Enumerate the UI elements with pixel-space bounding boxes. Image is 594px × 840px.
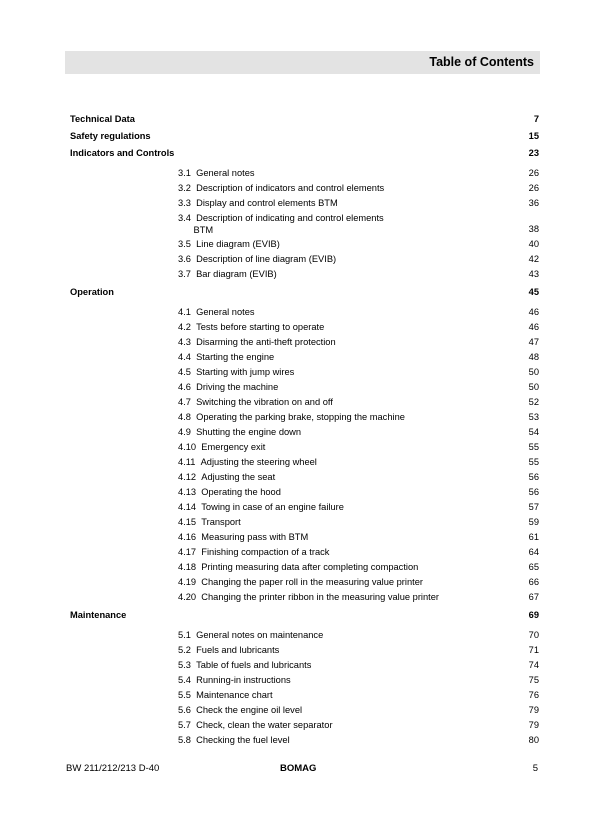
toc-entry-text [178, 198, 338, 210]
toc-entry-page: 55 [528, 457, 539, 467]
toc-entry-title: Description of line diagram (EVIB) [196, 254, 337, 264]
footer-page-number: 5 [532, 763, 538, 774]
toc-entry-title: Disarming the anti-theft protection [196, 337, 336, 347]
toc-entry-number: 4.5 [178, 367, 191, 377]
toc-entry-row[interactable] [70, 733, 539, 748]
toc-entry-text [178, 442, 265, 454]
toc-entry-number: 3.2 [178, 183, 191, 193]
toc-entry-title: Fuels and lubricants [196, 645, 280, 655]
toc-entry-text [178, 720, 333, 732]
toc-entry-title: Adjusting the seat [201, 472, 276, 482]
toc-section-row[interactable] [70, 146, 539, 163]
page-title: Table of Contents [429, 55, 534, 69]
toc-entry-number: 4.16 [178, 532, 197, 542]
toc-entry-title: Line diagram (EVIB) [196, 239, 280, 249]
toc-entry-page: 75 [528, 675, 539, 685]
toc-entry-page: 47 [528, 337, 539, 347]
toc-entry-title: Changing the printer ribbon in the measuring value printer [201, 592, 440, 602]
toc-entry-title: General notes on maintenance [196, 630, 324, 640]
toc-entry-title: Table of fuels and lubricants [196, 660, 312, 670]
toc-entry-page: 36 [528, 198, 539, 208]
toc-section-row[interactable] [70, 112, 539, 129]
toc-entry-number: 4.19 [178, 577, 197, 587]
toc-entry-page: 79 [528, 720, 539, 730]
toc-entry-number: 3.6 [178, 254, 191, 264]
toc-entry-page: 80 [528, 735, 539, 745]
toc-section-row[interactable] [70, 285, 539, 302]
toc-entry-page: 64 [528, 547, 539, 557]
toc-entry-text [178, 382, 278, 394]
toc-entry-row[interactable] [70, 590, 539, 605]
toc-entry-number: 4.17 [178, 547, 197, 557]
toc-entry-page: 42 [528, 254, 539, 264]
toc-section-title: Maintenance [70, 610, 127, 620]
header-bar [65, 51, 540, 74]
toc-entry-row[interactable] [70, 545, 539, 560]
toc-entry-row[interactable] [70, 350, 539, 365]
toc-entry-number: 3.7 [178, 269, 191, 279]
toc-section-page: 23 [528, 148, 539, 158]
toc-entry-number: 4.20 [178, 592, 197, 602]
toc-entry-text [178, 487, 281, 499]
toc-entry-title: Check the engine oil level [196, 705, 303, 715]
toc-entry-page: 67 [528, 592, 539, 602]
toc-entry-page: 46 [528, 307, 539, 317]
toc-entry-number: 4.10 [178, 442, 197, 452]
toc-entry-text [178, 547, 329, 559]
toc-entry-page: 50 [528, 382, 539, 392]
toc-entry-number: 3.4 [178, 213, 191, 223]
toc-entry-page: 70 [528, 630, 539, 640]
toc-entry-text [178, 577, 423, 589]
section-gap [70, 748, 539, 751]
toc-entry-page: 26 [528, 168, 539, 178]
toc-entry-page: 38 [528, 224, 539, 234]
toc-entry-text [178, 457, 317, 469]
toc-entry-title: Shutting the engine down [196, 427, 302, 437]
toc-section-page: 45 [528, 287, 539, 297]
toc-entry-number: 5.7 [178, 720, 191, 730]
toc-entry-row[interactable] [70, 703, 539, 718]
toc-entry-page: 57 [528, 502, 539, 512]
toc-entry-text [178, 562, 418, 574]
toc-entry-text [178, 254, 336, 266]
toc-entry-page: 50 [528, 367, 539, 377]
toc-entry-text [178, 592, 439, 604]
toc-entry-page: 55 [528, 442, 539, 452]
toc-entry-row[interactable] [70, 470, 539, 485]
toc-entry-page: 66 [528, 577, 539, 587]
toc-entry-page: 65 [528, 562, 539, 572]
toc-entry-page: 59 [528, 517, 539, 527]
toc-entry-row[interactable] [70, 181, 539, 196]
toc-entry-text [178, 472, 275, 484]
toc-entry-text [178, 269, 277, 281]
toc-entry-page: 56 [528, 487, 539, 497]
toc-entry-row[interactable] [70, 196, 539, 211]
toc-section-title: Indicators and Controls [70, 148, 175, 158]
toc-entry-text [178, 367, 294, 379]
toc-entry-row[interactable] [70, 335, 539, 350]
toc-entry-page: 48 [528, 352, 539, 362]
toc-entry-number: 3.1 [178, 168, 191, 178]
toc-entry-row[interactable] [70, 560, 539, 575]
toc-entry-text [178, 517, 241, 529]
toc-entry-text [178, 675, 291, 687]
toc-entry-number: 4.2 [178, 322, 191, 332]
toc-entry-page: 52 [528, 397, 539, 407]
toc-entry-title: Transport [201, 517, 241, 527]
toc-entry-title: Changing the paper roll in the measuring value printer [201, 577, 423, 587]
toc-section-page: 7 [533, 114, 539, 124]
toc-entry-number: 3.5 [178, 239, 191, 249]
toc-entry-row[interactable] [70, 643, 539, 658]
toc-entry-text [178, 397, 333, 409]
toc-entry-title: Adjusting the steering wheel [200, 457, 317, 467]
toc-entry-number: 5.2 [178, 645, 191, 655]
toc-entry-page: 71 [528, 645, 539, 655]
toc-entry-row[interactable] [70, 410, 539, 425]
toc-entry-page: 46 [528, 322, 539, 332]
toc-entry-number: 4.6 [178, 382, 191, 392]
footer-brand: BOMAG [280, 763, 317, 774]
toc-entry-number: 3.3 [178, 198, 191, 208]
toc-entry-page: 26 [528, 183, 539, 193]
toc-entry-number: 5.8 [178, 735, 191, 745]
toc-entry-row[interactable] [70, 267, 539, 282]
table-of-contents [70, 112, 539, 751]
toc-entry-row[interactable] [70, 305, 539, 320]
toc-entry-number: 5.4 [178, 675, 191, 685]
toc-entry-row[interactable] [70, 440, 539, 455]
toc-entry-number: 4.9 [178, 427, 191, 437]
toc-entry-number: 4.8 [178, 412, 191, 422]
toc-entry-text [178, 412, 405, 424]
toc-entry-page: 54 [528, 427, 539, 437]
toc-entry-title: Description of indicating and control elements [196, 213, 384, 223]
toc-entry-text [178, 645, 279, 657]
toc-entry-number: 4.11 [178, 457, 196, 467]
toc-entry-text [178, 322, 324, 334]
toc-section-title: Operation [70, 287, 114, 297]
toc-entry-row[interactable] [70, 320, 539, 335]
toc-entry-row[interactable] [70, 425, 539, 440]
toc-section-title: Technical Data [70, 114, 135, 124]
toc-entry-row[interactable] [70, 500, 539, 515]
toc-entry-title: Printing measuring data after completing compaction [201, 562, 419, 572]
toc-entry-title: Switching the vibration on and off [196, 397, 333, 407]
toc-entry-title: Operating the parking brake, stopping the machine [196, 412, 405, 422]
toc-entry-row[interactable] [70, 237, 539, 252]
toc-entry-text [178, 735, 290, 747]
toc-entry-title-continued: BTM [193, 224, 214, 235]
toc-entry-page: 74 [528, 660, 539, 670]
toc-entry-row[interactable] [70, 575, 539, 590]
toc-entry-title: Description of indicators and control elements [196, 183, 385, 193]
toc-entry-title: Operating the hood [201, 487, 281, 497]
toc-entry-title: Maintenance chart [196, 690, 273, 700]
toc-section-title: Safety regulations [70, 131, 151, 141]
toc-entry-text [178, 502, 344, 514]
toc-entry-row[interactable] [70, 515, 539, 530]
toc-entry-number: 4.1 [178, 307, 191, 317]
toc-entry-row[interactable] [70, 365, 539, 380]
toc-entry-page: 61 [528, 532, 539, 542]
toc-entry-number: 4.15 [178, 517, 197, 527]
toc-entry-row[interactable] [70, 530, 539, 545]
toc-entry-page: 53 [528, 412, 539, 422]
toc-entry-text [178, 630, 323, 642]
toc-entry-text [178, 337, 336, 349]
toc-entry-page: 56 [528, 472, 539, 482]
toc-entry-page: 76 [528, 690, 539, 700]
toc-entry-text [178, 168, 255, 180]
toc-entry-title: Starting the engine [196, 352, 275, 362]
toc-entry-row[interactable] [70, 252, 539, 267]
toc-entry-title: Checking the fuel level [196, 735, 290, 745]
toc-entry-number: 4.4 [178, 352, 191, 362]
toc-entry-title: Driving the machine [196, 382, 279, 392]
toc-section-row[interactable] [70, 608, 539, 625]
toc-entry-title: Towing in case of an engine failure [201, 502, 344, 512]
toc-entry-text [178, 690, 273, 702]
toc-entry-title: Bar diagram (EVIB) [196, 269, 277, 279]
toc-entry-row[interactable] [70, 380, 539, 395]
toc-entry-number: 5.5 [178, 690, 191, 700]
toc-entry-row[interactable] [70, 211, 539, 237]
toc-entry-number: 4.18 [178, 562, 197, 572]
toc-entry-row[interactable] [70, 628, 539, 643]
toc-entry-number: 5.1 [178, 630, 191, 640]
toc-section-row[interactable] [70, 129, 539, 146]
toc-entry-row[interactable] [70, 166, 539, 181]
toc-entry-title: Starting with jump wires [196, 367, 295, 377]
toc-entry-page: 40 [528, 239, 539, 249]
toc-entry-title: Check, clean the water separator [196, 720, 333, 730]
toc-entry-title: General notes [196, 168, 255, 178]
toc-entry-text [178, 307, 255, 319]
toc-entry-title: Tests before starting to operate [196, 322, 325, 332]
toc-entry-page: 43 [528, 269, 539, 279]
toc-entry-title: General notes [196, 307, 255, 317]
toc-entry-text [178, 660, 311, 672]
toc-entry-page: 79 [528, 705, 539, 715]
toc-entry-row[interactable] [70, 455, 539, 470]
toc-entry-title: Measuring pass with BTM [201, 532, 309, 542]
toc-entry-number: 4.7 [178, 397, 191, 407]
toc-entry-number: 5.6 [178, 705, 191, 715]
toc-entry-row[interactable] [70, 395, 539, 410]
toc-entry-number: 5.3 [178, 660, 191, 670]
toc-entry-text [178, 352, 274, 364]
toc-entry-row[interactable] [70, 658, 539, 673]
footer-model: BW 211/212/213 D-40 [66, 763, 160, 774]
toc-entry-text [178, 427, 301, 439]
toc-entry-number: 4.14 [178, 502, 197, 512]
toc-entry-title: Emergency exit [201, 442, 266, 452]
toc-section-page: 15 [528, 131, 539, 141]
toc-entry-text [178, 705, 302, 717]
toc-entry-text [178, 239, 280, 251]
toc-entry-row[interactable] [70, 718, 539, 733]
toc-entry-row[interactable] [70, 485, 539, 500]
toc-entry-number: 4.12 [178, 472, 197, 482]
toc-entry-text [178, 183, 384, 195]
toc-entry-text [178, 532, 308, 544]
toc-entry-row[interactable] [70, 688, 539, 703]
toc-entry-title: Finishing compaction of a track [201, 547, 330, 557]
toc-entry-number: 4.3 [178, 337, 191, 347]
toc-entry-title: Display and control elements BTM [196, 198, 338, 208]
toc-section-page: 69 [528, 610, 539, 620]
toc-entry-number: 4.13 [178, 487, 197, 497]
toc-entry-text [178, 213, 384, 236]
toc-entry-row[interactable] [70, 673, 539, 688]
toc-entry-title: Running-in instructions [196, 675, 291, 685]
